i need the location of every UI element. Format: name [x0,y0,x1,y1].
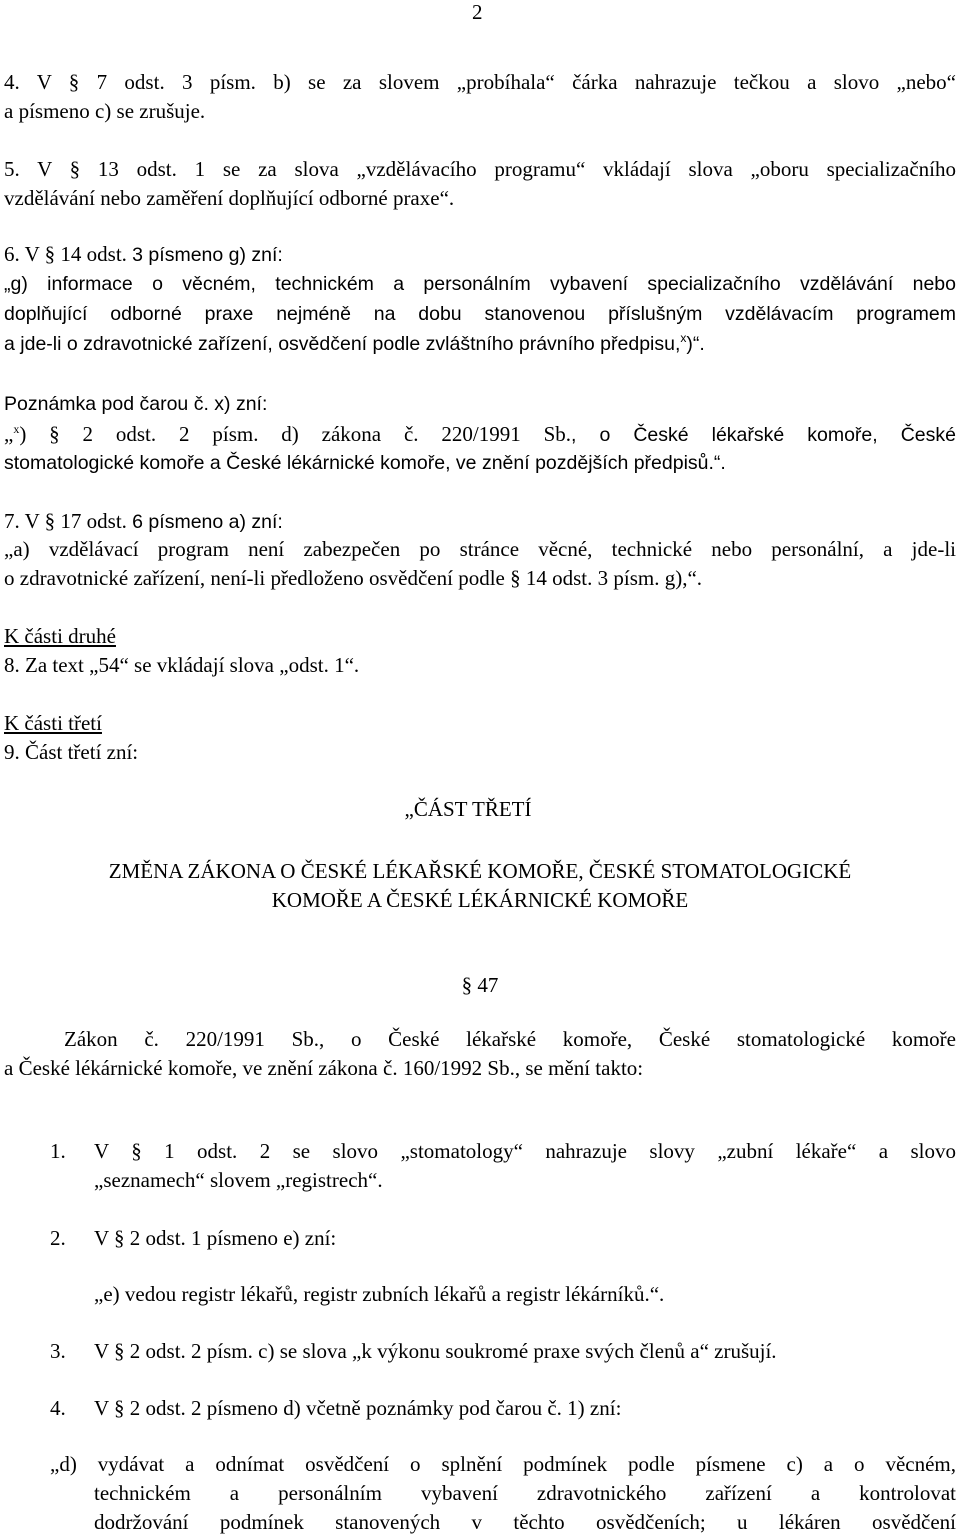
item-6-text-line-1: „g) informace o věcném, technickém a personálním vybavení specializačního vzdělávání nebo [4,273,956,295]
list-item-1-number: 1. [50,1139,66,1163]
change-title-line-2: KOMOŘE A ČESKÉ LÉKÁRNICKÉ KOMOŘE [271,888,689,912]
item-7-text-line-1: „a) vzdělávací program není zabezpečen po stránce věcné, technické nebo personální, a jde-li [4,537,956,561]
list-item-1-line-1: V § 1 odst. 2 se slovo „stomatology“ nahrazuje slovy „zubní lékaře“ a slovo [94,1139,956,1163]
list-item-4-quote-line-3: dodržování podmínek stanovených v těchto osvědčeních; u lékáren osvědčení [94,1510,956,1534]
item-4-line-2: a písmeno c) se zrušuje. [4,99,206,123]
change-title-line-1: ZMĚNA ZÁKONA O ČESKÉ LÉKAŘSKÉ KOMOŘE, ČESKÉ STOMATOLOGICKÉ [108,859,852,883]
item-5-line-1: 5. V § 13 odst. 1 se za slova „vzdělávacího programu“ vkládají slova „oboru specializačního [4,157,956,181]
list-item-4-line-1: V § 2 odst. 2 písmeno d) včetně poznámky pod čarou č. 1) zní: [94,1396,622,1420]
footnote-ref-x: x [680,331,687,345]
section-number: § 47 [461,973,499,997]
list-item-4-quote-line-2: technickém a personálním vybavení zdravotnického zařízení a kontrolovat [94,1481,956,1505]
list-item-4-quote-line-1: „d) vydávat a odnímat osvědčení o splnění podmínek podle písmene c) a o věcném, [50,1452,956,1476]
part-three-heading: K části třetí [4,711,102,735]
item-6-text-line-3b: )“. [686,333,705,355]
list-item-2-line-1: V § 2 odst. 1 písmeno e) zní: [94,1226,337,1250]
item-8: 8. Za text „54“ se vkládají slova „odst. 1“. [4,653,360,677]
footnote-line-2: stomatologické komoře a České lékárnické komoře, ve znění pozdějších předpisů.“. [4,452,726,474]
item-6-text-line-3 [4,330,705,359]
item-7-text-line-2: o zdravotnické zařízení, není-li předloženo osvědčení podle § 14 odst. 3 písm. g),“. [4,566,703,590]
item-6-heading [4,240,283,270]
footnote-line-1b: , o České lékařské komoře, České [571,424,956,446]
item-6-heading-b: 3 písmeno g) zní: [132,244,283,266]
page-number: 2 [472,0,483,24]
footnote-open-quote: „ [4,422,14,446]
item-7-heading-a: 7. V § 17 odst. [4,509,133,533]
list-item-3-line-1: V § 2 odst. 2 písm. c) se slova „k výkonu soukromé praxe svých členů a“ zrušují. [94,1339,777,1363]
item-6-text-line-3a: a jde-li o zdravotnické zařízení, osvědčení podle zvláštního právního předpisu, [4,333,681,355]
part-two-heading: K části druhé [4,624,116,648]
law-intro-line-2: a České lékárnické komoře, ve znění zákona č. 160/1992 Sb., se mění takto: [4,1056,644,1080]
item-6-text-line-2: doplňující odborné praxe nejméně na dobu stanovenou příslušným vzdělávacím programem [4,303,956,325]
list-item-2-number: 2. [50,1226,66,1250]
footnote-line-1 [4,420,956,450]
part-three-title: „ČÁST TŘETÍ [404,797,532,821]
item-7-heading-b: 6 písmeno a) zní: [132,511,283,533]
footnote-mark-x: x [13,422,20,436]
list-item-1-line-2: „seznamech“ slovem „registrech“. [94,1168,383,1192]
list-item-4-number: 4. [50,1396,66,1420]
list-item-3-number: 3. [50,1339,66,1363]
item-4-line-1: 4. V § 7 odst. 3 písm. b) se za slovem „probíhala“ čárka nahrazuje tečkou a slovo „nebo“ [4,70,956,94]
footnote-line-1a: ) § 2 odst. 2 písm. d) zákona č. 220/1991 Sb. [19,422,572,446]
item-5-line-2: vzdělávání nebo zaměření doplňující odborné praxe“. [4,186,455,210]
item-9: 9. Část třetí zní: [4,740,139,764]
footnote-heading: Poznámka pod čarou č. x) zní: [4,393,268,415]
item-7-heading [4,507,283,537]
item-6-heading-a: 6. V § 14 odst. [4,242,133,266]
list-item-2-quote: „e) vedou registr lékařů, registr zubních lékařů a registr lékárníků.“. [94,1282,665,1306]
law-intro-line-1: Zákon č. 220/1991 Sb., o České lékařské komoře, České stomatologické komoře [64,1027,956,1051]
